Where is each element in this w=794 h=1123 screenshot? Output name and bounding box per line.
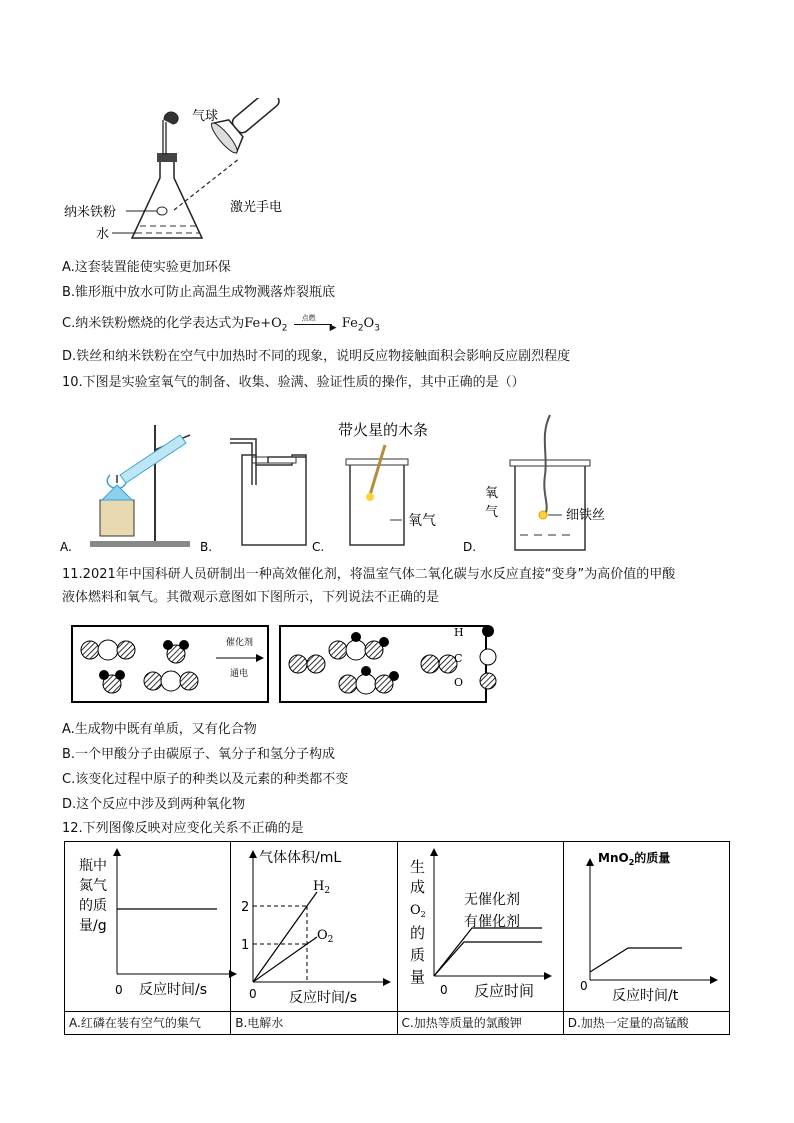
graph-d-xlabel: 反应时间/t [611,988,678,1004]
graph-a-ylabel-1: 瓶中 [79,858,107,874]
q11-micro-diagram [68,618,508,708]
powder-label: 纳米铁粉 [64,205,117,220]
fig-d-label: D. [463,540,477,554]
graph-d-line [590,948,682,972]
graph-b-ylabel: 气体体积/mL [259,850,342,866]
q11-stem-line1: 11.2021年中国科研人员研制出一种高效催化剂，将温室气体二氧化碳与水反应直接“变身”为高价值的甲酸 [62,567,676,582]
fig-a-heating-setup [90,425,190,547]
graph-c-ylabel-5: 质 [409,946,425,964]
fig-a-label: A. [60,540,72,554]
laser-flashlight-icon [208,98,288,156]
laser-label: 激光手电 [230,200,283,215]
graph-c-caption: C.加热等质量的氯酸钾 [397,1012,563,1035]
graph-b-origin: 0 [249,987,257,1001]
graph-a-caption: A.红磷在装有空气的集气 [65,1012,231,1035]
graph-a [65,842,241,1007]
reaction-arrow: 点燃 ▶ [292,318,338,330]
legend-c-label: C [454,652,463,665]
fig-b-collection-bottle [230,439,306,545]
graph-c [398,842,558,1007]
q11-option-d: D.这个反应中涉及到两种氧化物 [62,797,246,812]
graph-c-catalyst-label: 有催化剂 [463,914,520,930]
legend-h-atom [482,625,494,637]
graph-b-xlabel: 反应时间/s [289,990,358,1006]
q9-apparatus-figure [62,98,332,253]
fig-c-splint-test [346,445,408,545]
graph-d-origin: 0 [579,979,588,993]
graph-b-cell [231,842,397,1012]
graph-a-xlabel: 反应时间/s [139,982,208,998]
graph-b-caption: B.电解水 [231,1012,397,1035]
arrow-electric-label: 通电 [230,669,249,679]
q9-option-a: A.这套装置能使实验更加环保 [62,260,231,275]
graph-c-no-catalyst-label: 无催化剂 [463,892,520,908]
graph-d [564,842,724,1007]
graph-a-ylabel-4: 量/g [79,918,107,934]
legend-o-label: O [454,676,464,689]
graph-c-origin: 0 [439,983,448,997]
oxygen-label-d2: 气 [485,505,499,520]
fig-c-label: C. [312,540,325,554]
fig-d-iron-wire [510,415,590,550]
graph-c-cell [397,842,563,1012]
q11-option-a: A.生成物中既有单质，又有化合物 [62,722,257,737]
legend-h-label: H [454,626,464,639]
q10-figures [60,405,640,557]
q9-option-c: C.纳米铁粉燃烧的化学表达式为$Fe+O_2$ 点燃 ▶ $Fe_2O_3$ [62,313,380,334]
splint-label: 带火星的木条 [338,421,429,439]
graph-d-cell [563,842,729,1012]
q9-option-d: D.铁丝和纳米铁粉在空气中加热时不同的现象，说明反应物接触面积会影响反应剧烈程度 [62,349,571,364]
water-label: 水 [96,227,110,242]
q11-stem-line2: 液体燃料和氧气。其微观示意图如下图所示，下列说法不正确的是 [62,590,440,605]
arrow-catalyst-label: 催化剂 [226,638,254,648]
fig-b-label: B. [200,540,213,554]
graph-c-ylabel-4: 的 [409,924,425,942]
oxygen-label-d1: 氧 [485,486,499,501]
graph-c-ylabel-2: 成 [409,878,425,896]
q12-stem: 12.下列图像反映对应变化关系不正确的是 [62,821,304,836]
graph-c-ylabel-6: 量 [409,968,425,986]
legend-c-atom [480,649,496,665]
graph-c-no-catalyst-line [434,928,542,976]
graph-c-ylabel-1: 生 [409,858,425,876]
water-dashes [136,226,200,233]
graph-b-o2-line [253,944,307,982]
graph-c-xlabel: 反应时间 [473,982,534,1000]
flask-stopper [157,153,177,162]
oxygen-label-c: 氧气 [408,513,436,529]
graph-b [231,842,397,1007]
graph-c-ylabel-3: $O_2$ [409,903,426,919]
iron-powder-dish [157,207,167,215]
graph-b-tick-2: 2 [241,900,250,915]
graph-b-o2-label: $O_2$ [317,928,334,945]
q10-stem: 10.下图是实验室氧气的制备、收集、验满、验证性质的操作，其中正确的是（） [62,375,525,390]
q11-option-c: C.该变化过程中原子的种类以及元素的种类都不变 [62,772,349,787]
legend-o-atom [480,673,496,689]
q9-option-b: B.锥形瓶中放水可防止高温生成物溅落炸裂瓶底 [62,285,336,300]
iron-wire-label: 细铁丝 [566,508,606,523]
q12-graph-table [64,841,730,1035]
graph-d-caption: D.加热一定量的高锰酸 [563,1012,729,1035]
graph-a-origin: 0 [115,983,123,997]
balloon-label: 气球 [192,109,219,124]
q11-option-b: B.一个甲酸分子由碳原子、氧分子和氢分子构成 [62,747,336,762]
graph-c-catalyst-line [434,942,542,976]
graph-a-cell [65,842,231,1012]
graph-b-h2-label: $H_2$ [313,879,331,896]
graph-b-tick-1: 1 [241,938,250,953]
graph-d-ylabel: MnO$_2$的质量 [597,851,671,867]
graph-a-ylabel-2: 氮气 [79,878,107,894]
graph-a-ylabel-3: 的质 [79,898,107,914]
